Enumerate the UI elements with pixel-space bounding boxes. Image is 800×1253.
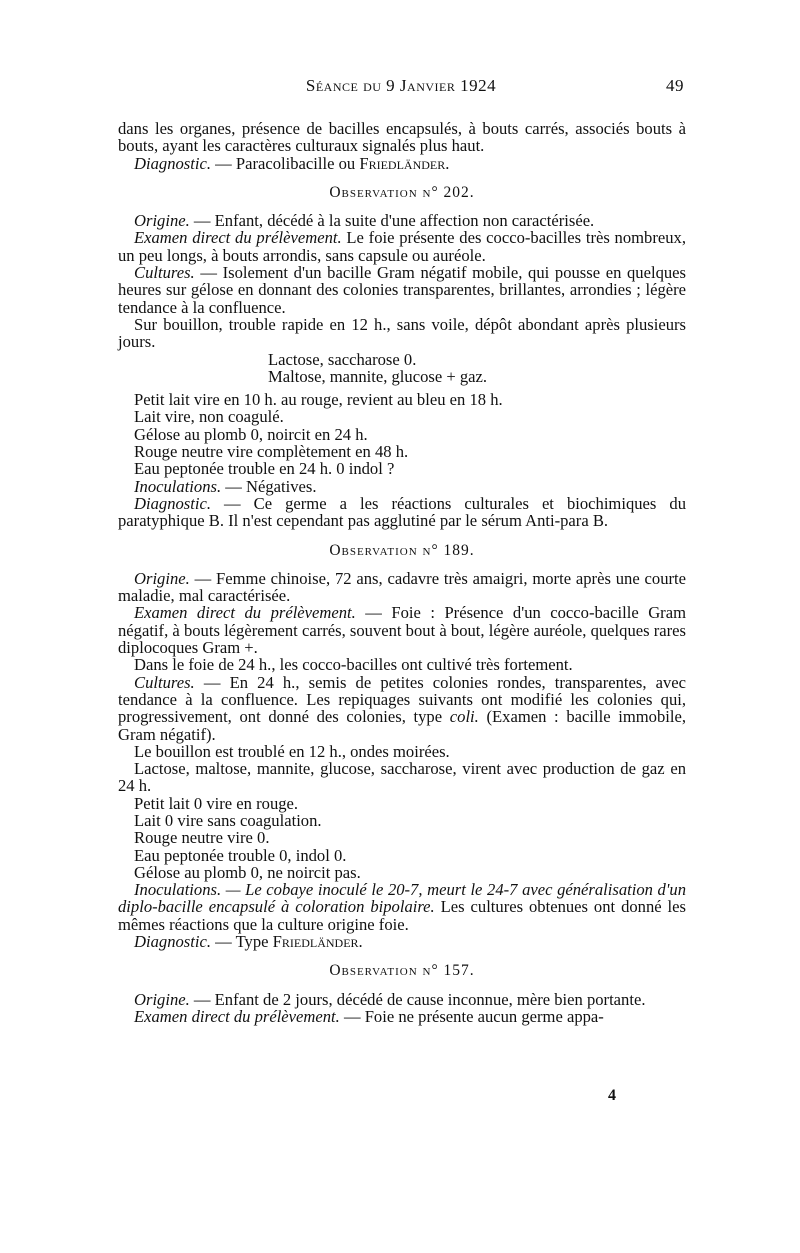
cultures-paragraph xyxy=(118,674,686,743)
origine-text: — Enfant, décédé à la suite d'une affection non caractérisée. xyxy=(189,211,595,231)
observation-heading: Observation n° 189. xyxy=(329,541,475,559)
result-line: Rouge neutre vire complètement en 48 h. xyxy=(134,442,409,462)
sugars-paragraph: Lactose, maltose, mannite, glucose, saccharose, virent avec production de gaz en 24 h. xyxy=(118,759,686,796)
intro-diagnostic xyxy=(118,155,686,172)
bouillon-paragraph: Sur bouillon, trouble rapide en 12 h., sans voile, dépôt abondant après plusieurs jours. xyxy=(118,314,686,352)
result-line: Eau peptonée trouble 0, indol 0. xyxy=(134,845,347,865)
diagnostic-name: Friedländer. xyxy=(272,932,363,952)
inoculations-italic: — Le cobaye inoculé le 20-7, meurt le 24-7 avec généralisation d'un diplo-bacille encapsulé à coloration bipolaire. xyxy=(118,880,686,917)
inoculations-text: — Négatives. xyxy=(221,476,317,496)
diagnostic-paragraph xyxy=(118,495,686,530)
result-line: Gélose au plomb 0, noircit en 24 h. xyxy=(134,424,368,444)
result-line: Lait 0 vire sans coagulation. xyxy=(134,810,322,830)
cultures-italic: coli. xyxy=(449,707,479,727)
examen-text: — Foie : Présence d'un cocco-bacille Gram négatif, à bouts légèrement carrés, souvent bout à bout, légère auréole, quelques rares diplocoques Gram +. xyxy=(118,603,686,658)
signature-mark: 4 xyxy=(608,1087,616,1104)
bouillon-paragraph: Le bouillon est troublé en 12 h., ondes moirées. xyxy=(134,741,450,761)
header-title: Séance du 9 Janvier 1924 xyxy=(305,76,497,95)
examen-label: Examen direct du prélèvement. xyxy=(134,1006,340,1026)
origine-paragraph xyxy=(118,570,686,605)
inoculations-paragraph xyxy=(118,478,686,495)
origine-text: — Femme chinoise, 72 ans, cadavre très amaigri, morte après une courte maladie, mal caractérisée. xyxy=(118,568,686,606)
examen-label: Examen direct du prélèvement. xyxy=(134,228,342,248)
examen-text: — Foie ne présente aucun germe appa- xyxy=(339,1006,604,1026)
origine-paragraph xyxy=(118,212,686,229)
inoculations-paragraph xyxy=(118,881,686,933)
result-line: Petit lait vire en 10 h. au rouge, revient au bleu en 18 h. xyxy=(134,390,503,410)
foie-paragraph: Dans le foie de 24 h., les cocco-bacilles ont cultivé très fortement. xyxy=(134,655,573,675)
intro-text: dans les organes, présence de bacilles encapsulés, à bouts carrés, associés bouts à bouts, ayant les caractères culturaux signalés plus haut. xyxy=(118,119,686,156)
inoculations-label: Inoculations. xyxy=(134,880,222,900)
result-line: Lait vire, non coagulé. xyxy=(134,407,284,427)
cultures-paragraph xyxy=(118,264,686,316)
cultures-text: (Examen : bacille immobile, Gram négatif). xyxy=(118,707,686,744)
sugars-line: Lactose, saccharose 0. xyxy=(268,349,417,369)
inoculations-text: Les cultures obtenues ont donné les mêmes réactions que la culture origine foie. xyxy=(118,897,686,934)
page-number: 49 xyxy=(666,76,684,95)
origine-label: Origine. xyxy=(134,568,190,588)
diagnostic-paragraph xyxy=(118,933,686,950)
diagnostic-text: — Type xyxy=(210,932,273,952)
diagnostic-text: — Ce germe a les réactions culturales et biochimiques du paratyphique B. Il n'est cependant pas agglutiné par le sérum Anti-para B. xyxy=(118,493,686,531)
diagnostic-text: — Paracolibacille ou xyxy=(210,153,360,173)
observation-heading: Observation n° 157. xyxy=(329,962,475,980)
cultures-text: — Isolement d'un bacille Gram négatif mobile, qui pousse en quelques heures sur gélose en donnant des colonies transparentes, brillantes, arrondies ; légère tendance à la confluence. xyxy=(118,263,686,317)
origine-label: Origine. xyxy=(134,211,190,231)
origine-text: — Enfant de 2 jours, décédé de cause inconnue, mère bien portante. xyxy=(189,989,646,1009)
running-header xyxy=(118,76,684,102)
examen-paragraph xyxy=(118,604,686,656)
cultures-label: Cultures. xyxy=(134,263,195,283)
diagnostic-name: Friedländer. xyxy=(359,153,450,173)
examen-text: Le foie présente des cocco-bacilles très nombreux, un peu longs, à bouts arrondis, sans capsule ou auréole. xyxy=(118,228,686,265)
origine-label: Origine. xyxy=(134,989,190,1009)
result-line: Rouge neutre vire 0. xyxy=(134,828,270,848)
examen-label: Examen direct du prélèvement. xyxy=(134,603,356,623)
intro-paragraph xyxy=(118,120,686,155)
cultures-text: — En 24 h., semis de petites colonies rondes, transparentes, avec tendance à la confluence. Les repiquages suivants ont modifié les colonies qui, progressivement, ont donné des colonies, type xyxy=(118,672,686,727)
diagnostic-label: Diagnostic. xyxy=(134,153,211,173)
origine-paragraph xyxy=(118,991,686,1008)
observation-heading: Observation n° 202. xyxy=(329,183,475,201)
diagnostic-label: Diagnostic. xyxy=(134,932,211,952)
result-line: Gélose au plomb 0, ne noircit pas. xyxy=(134,862,361,882)
cultures-label: Cultures. xyxy=(134,672,195,692)
sugars-line: Maltose, mannite, glucose + gaz. xyxy=(268,366,488,386)
diagnostic-label: Diagnostic. xyxy=(134,493,211,513)
result-line: Eau peptonée trouble en 24 h. 0 indol ? xyxy=(134,459,395,479)
examen-paragraph xyxy=(118,229,686,264)
result-line: Petit lait 0 vire en rouge. xyxy=(134,793,299,813)
inoculations-label: Inoculations. xyxy=(134,476,222,496)
examen-paragraph xyxy=(118,1008,686,1025)
page-body xyxy=(118,120,686,1025)
